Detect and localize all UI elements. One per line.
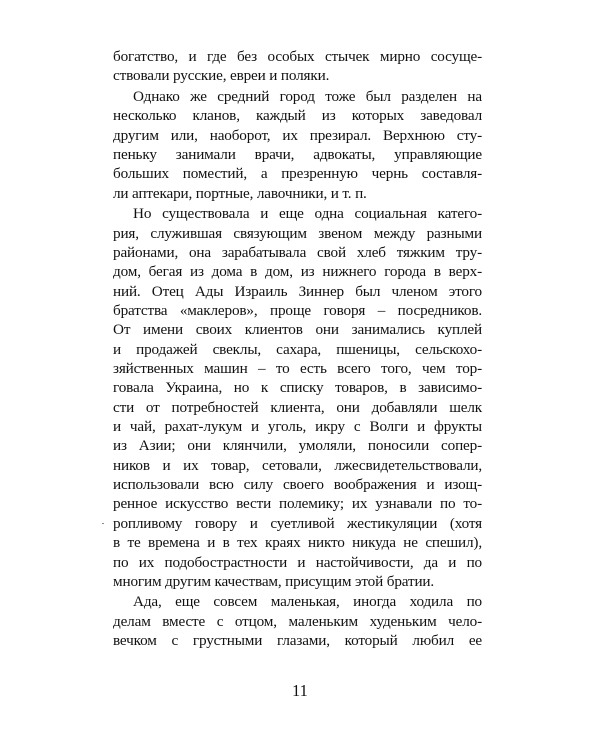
text-line: и продажей свеклы, сахара, пшеницы, сельскохо- xyxy=(113,340,482,358)
text-line: районами, она зарабатывала свой хлеб тяжким тру- xyxy=(113,243,482,261)
text-line: говала Украина, но к списку товаров, в зависимо- xyxy=(113,379,482,397)
paragraph-first-line: Но существовала и еще одна социальная катего- xyxy=(133,205,482,223)
text-line: многим другим качествам, присущим этой братии. xyxy=(113,572,435,590)
text-line: делам вместе с отцом, маленьким худеньким чело- xyxy=(113,612,482,630)
text-line: дом, бегая из дома в дом, из нижнего города в верх- xyxy=(113,263,482,281)
text-line: ствовали русские, евреи и поляки. xyxy=(113,67,330,85)
text-line: больших поместий, а презренную чернь составля- xyxy=(113,165,482,183)
text-line: в те времена и в тех краях никто никуда не спешил), xyxy=(113,534,482,552)
text-line: из Азии; они клянчили, умоляли, поносили сопер- xyxy=(113,437,482,455)
text-line: и чай, рахат-лукум и уголь, икру с Волги и фрукты xyxy=(113,418,482,436)
text-line: братства «маклеров», проще говоря – посредников. xyxy=(113,301,482,319)
text-line: рия, служившая связующим звеном между разными xyxy=(113,224,482,242)
text-line: ропливому говору и суетливой жестикуляции (хотя xyxy=(113,514,482,532)
text-line: ников и их товар, сетовали, лжесвидетельствовали, xyxy=(113,456,482,474)
text-line: От имени своих клиентов они занимались куплей xyxy=(113,321,482,339)
text-line: богатство, и где без особых стычек мирно сосуще- xyxy=(113,48,482,65)
text-line: использовали всю силу своего воображения и изощ- xyxy=(113,476,482,494)
text-line: другим или, наоборот, их презирал. Верхнюю сту- xyxy=(113,126,482,144)
text-line: сти от потребностей клиента, они добавляли шелк xyxy=(113,398,482,416)
scan-speck xyxy=(102,523,104,524)
text-line: зяйственных машин – то есть всего того, чем тор- xyxy=(113,360,482,377)
paragraph-first-line: Однако же средний город тоже был разделен на xyxy=(133,87,482,105)
text-line: ренное искусство вести полемику; их узнавали по то- xyxy=(113,495,482,513)
paragraph-first-line: Ада, еще совсем маленькая, иногда ходила по xyxy=(133,593,482,611)
text-line: несколько кланов, каждый из которых заведовал xyxy=(113,107,482,125)
text-line: ли аптекари, портные, лавочники, и т. п. xyxy=(113,184,367,202)
text-line: пеньку занимали врачи, адвокаты, управляющие xyxy=(113,145,482,163)
text-line: по их подобострастности и настойчивости, да и по xyxy=(113,553,482,571)
text-line: ний. Отец Ады Израиль Зиннер был членом этого xyxy=(113,282,482,300)
text-line: вечком с грустными глазами, который любил ее xyxy=(113,632,482,650)
page-number: 11 xyxy=(292,681,308,700)
